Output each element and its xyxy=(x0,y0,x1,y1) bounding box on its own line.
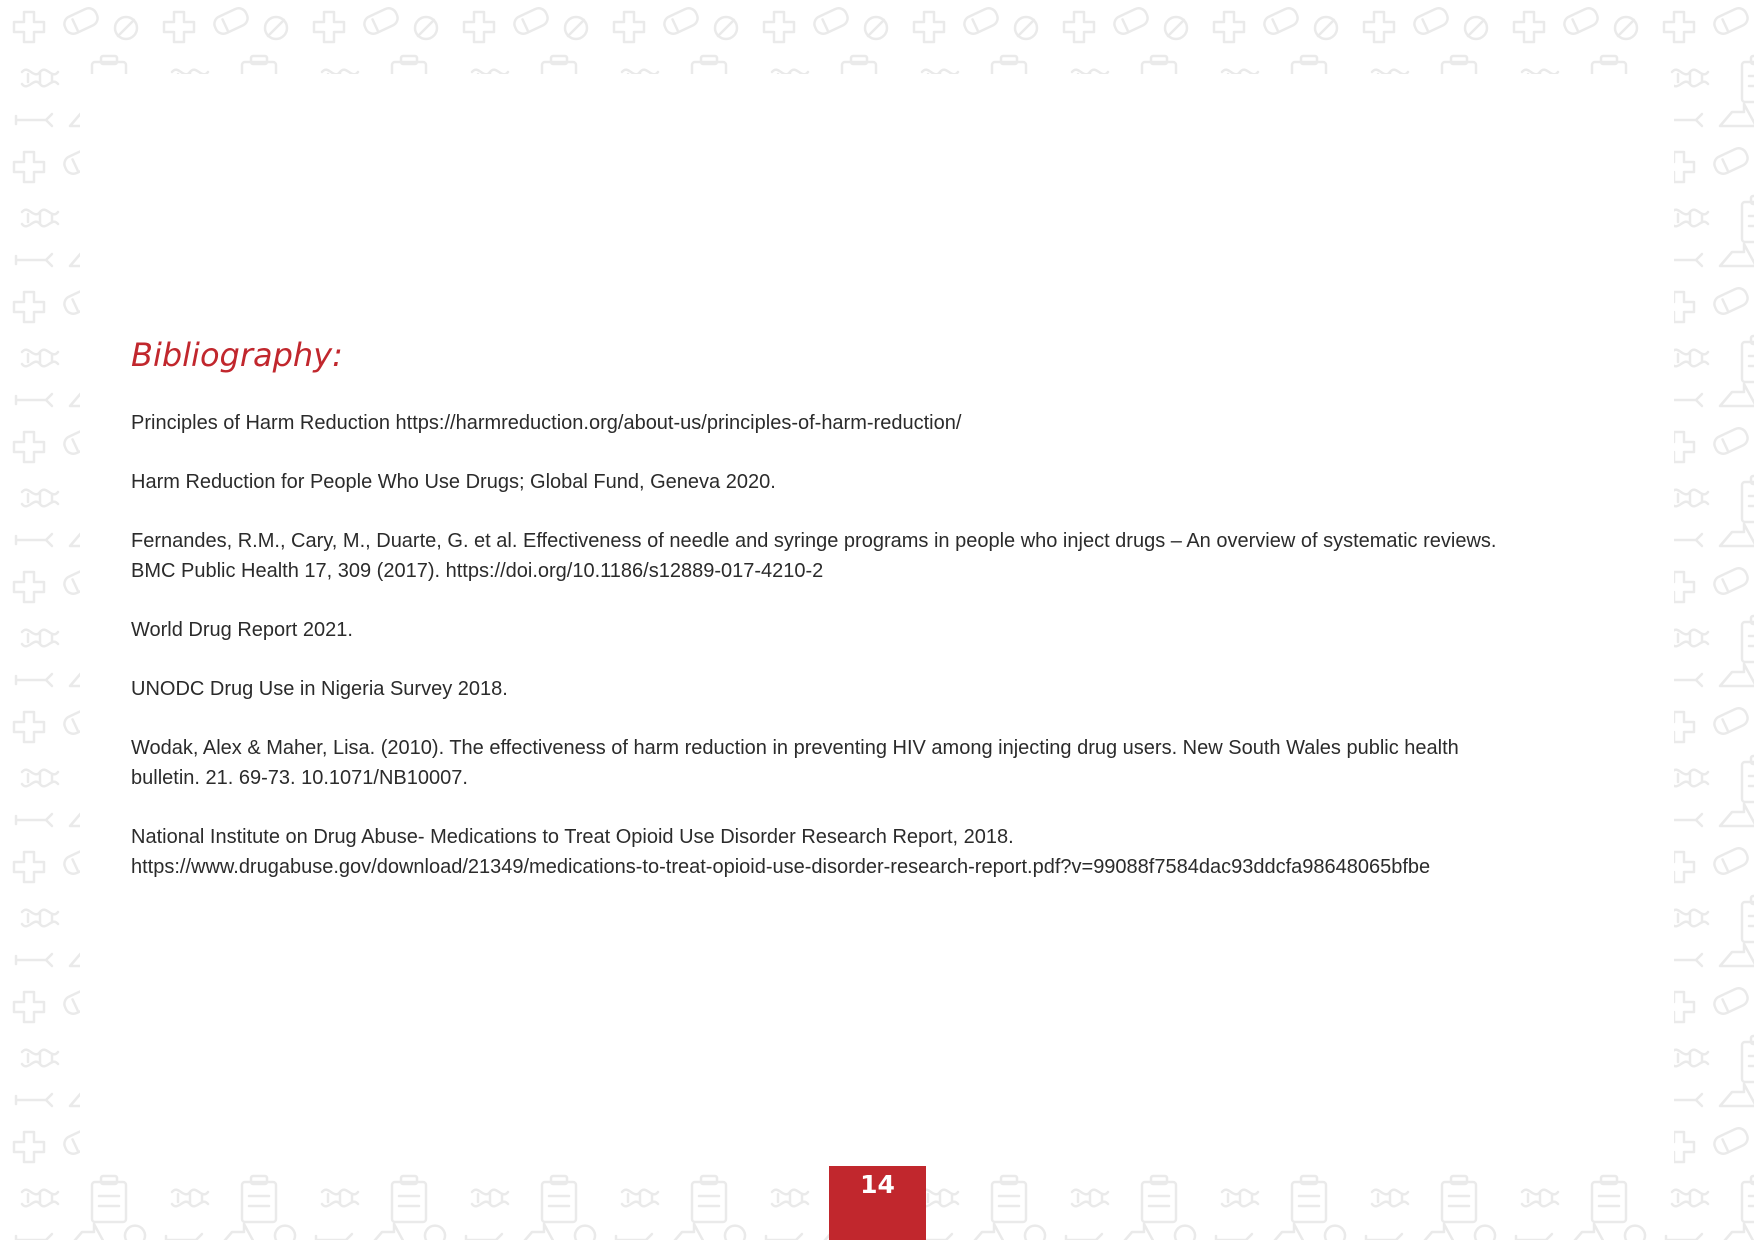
reference-list xyxy=(131,408,1631,911)
reference-item: Harm Reduction for People Who Use Drugs; Global Fund, Geneva 2020. xyxy=(131,471,776,493)
page-number: 14 xyxy=(860,1170,895,1199)
reference-item: World Drug Report 2021. xyxy=(131,619,353,641)
reference-item: Fernandes, R.M., Cary, M., Duarte, G. et al. Effectiveness of needle and syringe programs in people who inject drugs – An overview of systematic reviews. BMC Public Health 17, 309 (2017). https://doi.org/10.1186/s12889-017-4210-2 xyxy=(131,530,1497,582)
page-number-badge xyxy=(829,1166,926,1240)
bibliography-heading: Bibliography: xyxy=(131,336,343,374)
reference-item: National Institute on Drug Abuse- Medications to Treat Opioid Use Disorder Research Report, 2018. https://www.drugabuse.gov/download/21349/medications-to-treat-opioid-use-disorder-research-report.pdf?v=99088f7584dac93ddcfa98648065bfbe xyxy=(131,826,1431,878)
reference-item: UNODC Drug Use in Nigeria Survey 2018. xyxy=(131,678,508,700)
reference-item: Wodak, Alex & Maher, Lisa. (2010). The effectiveness of harm reduction in preventing HIV among injecting drug users. New South Wales public health bulletin. 21. 69-73. 10.1071/NB10007. xyxy=(131,737,1459,789)
reference-item: Principles of Harm Reduction https://harmreduction.org/about-us/principles-of-harm-reduction/ xyxy=(131,412,962,434)
